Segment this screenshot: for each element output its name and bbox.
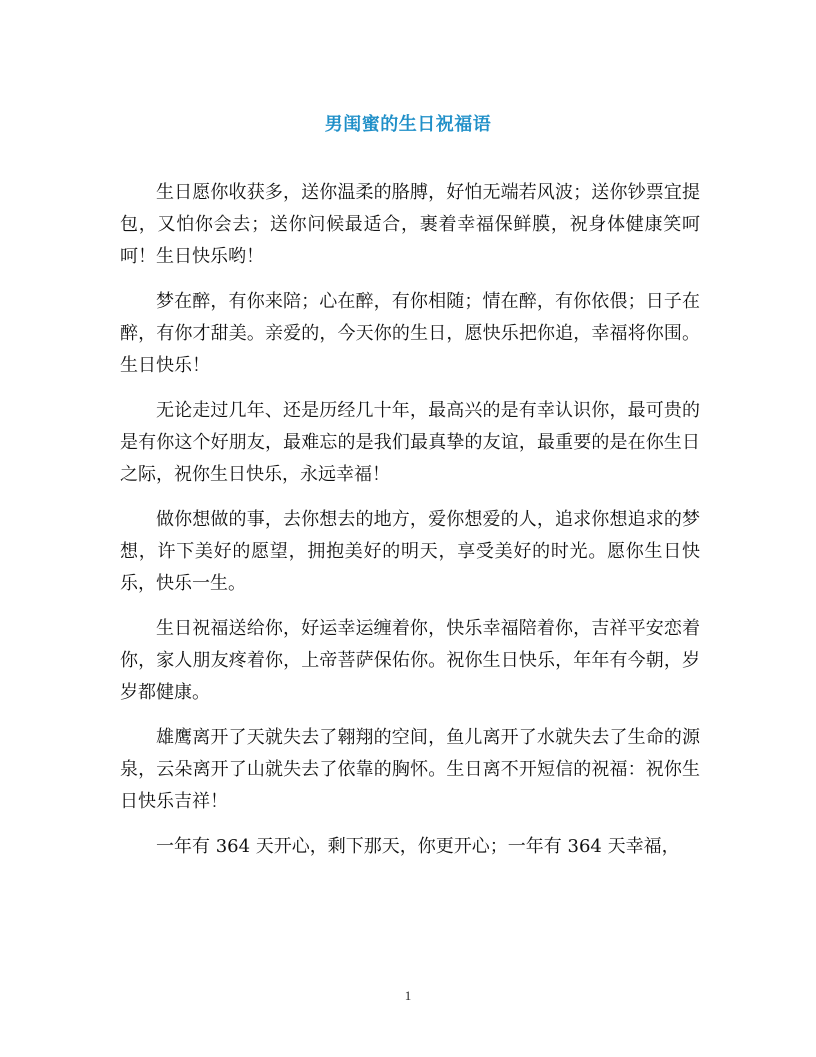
paragraph: 生日祝福送给你，好运幸运缠着你，快乐幸福陪着你，吉祥平安恋着你，家人朋友疼着你，上帝菩萨保佑你。祝你生日快乐，年年有今朝，岁岁都健康。 xyxy=(120,618,700,703)
paragraph: 生日愿你收获多，送你温柔的胳膊，好怕无端若风波；送你钞票宜提包，又怕你会去；送你问候最适合，裹着幸福保鲜膜，祝身体健康笑呵呵！生日快乐哟！ xyxy=(120,182,700,267)
paragraph: 一年有 364 天开心，剩下那天，你更开心；一年有 364 天幸福， xyxy=(156,836,680,857)
page-number: 1 xyxy=(404,988,412,1003)
paragraph: 雄鹰离开了天就失去了翱翔的空间，鱼儿离开了水就失去了生命的源泉，云朵离开了山就失去了依靠的胸怀。生日离不开短信的祝福：祝你生日快乐吉祥！ xyxy=(120,727,700,812)
paragraph: 无论走过几年、还是历经几十年，最高兴的是有幸认识你，最可贵的是有你这个好朋友，最难忘的是我们最真挚的友谊，最重要的是在你生日之际，祝你生日快乐，永远幸福！ xyxy=(120,400,700,485)
paragraph: 梦在醉，有你来陪；心在醉，有你相随；情在醉，有你依偎；日子在醉，有你才甜美。亲爱的，今天你的生日，愿快乐把你追，幸福将你围。生日快乐！ xyxy=(120,291,700,376)
document-title: 男闺蜜的生日祝福语 xyxy=(324,114,492,135)
paragraph: 做你想做的事，去你想去的地方，爱你想爱的人，追求你想追求的梦想，许下美好的愿望，拥抱美好的明天，享受美好的时光。愿你生日快乐，快乐一生。 xyxy=(120,509,700,594)
document-body xyxy=(120,177,700,876)
